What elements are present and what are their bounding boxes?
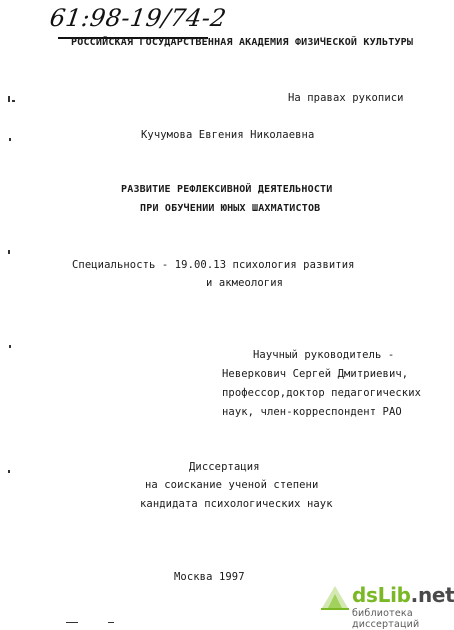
advisor-line-2: Неверкович Сергей Дмитриевич,	[222, 368, 409, 380]
specialty-line-2: и акмеология	[206, 277, 284, 289]
city-year: Москва 1997	[174, 571, 245, 583]
title-line-1: РАЗВИТИЕ РЕФЛЕКСИВНОЙ ДЕЯТЕЛЬНОСТИ	[121, 184, 333, 195]
dissertation-degree-line: на соискание ученой степени	[145, 479, 319, 491]
scan-speck	[66, 622, 78, 623]
advisor-line-1: Научный руководитель -	[253, 349, 395, 361]
institution-name: РОССИЙСКАЯ ГОСУДАРСТВЕННАЯ АКАДЕМИЯ ФИЗИЧЕСКОЙ КУЛЬТУРЫ	[71, 37, 414, 48]
title-line-2: ПРИ ОБУЧЕНИИ ЮНЫХ ШАХМАТИСТОВ	[140, 203, 321, 214]
manuscript-note: На правах рукописи	[288, 92, 404, 104]
advisor-line-4: наук, член-корреспондент РАО	[222, 406, 402, 418]
scan-speck	[9, 138, 11, 141]
scan-speck	[9, 345, 11, 348]
dissertation-label: Диссертация	[189, 461, 260, 473]
scan-speck	[8, 250, 10, 254]
dissertation-field-line: кандидата психологических наук	[140, 498, 333, 510]
dslib-subtitle: библиотека диссертаций	[352, 608, 420, 630]
specialty-line-1: Специальность - 19.00.13 психология развития	[72, 259, 355, 271]
author-name: Кучумова Евгения Николаевна	[141, 129, 315, 141]
scan-speck	[8, 470, 10, 473]
scan-speck	[108, 622, 114, 623]
scan-speck	[12, 100, 15, 102]
book-stack-icon	[318, 580, 352, 614]
handwritten-catalog-number: 61:98-19/74-2	[48, 4, 229, 32]
dslib-watermark[interactable]	[352, 583, 454, 630]
scan-speck	[8, 96, 10, 102]
dslib-logo-text: dsLib.net	[352, 583, 454, 607]
advisor-line-3: профессор,доктор педагогических	[222, 387, 422, 399]
